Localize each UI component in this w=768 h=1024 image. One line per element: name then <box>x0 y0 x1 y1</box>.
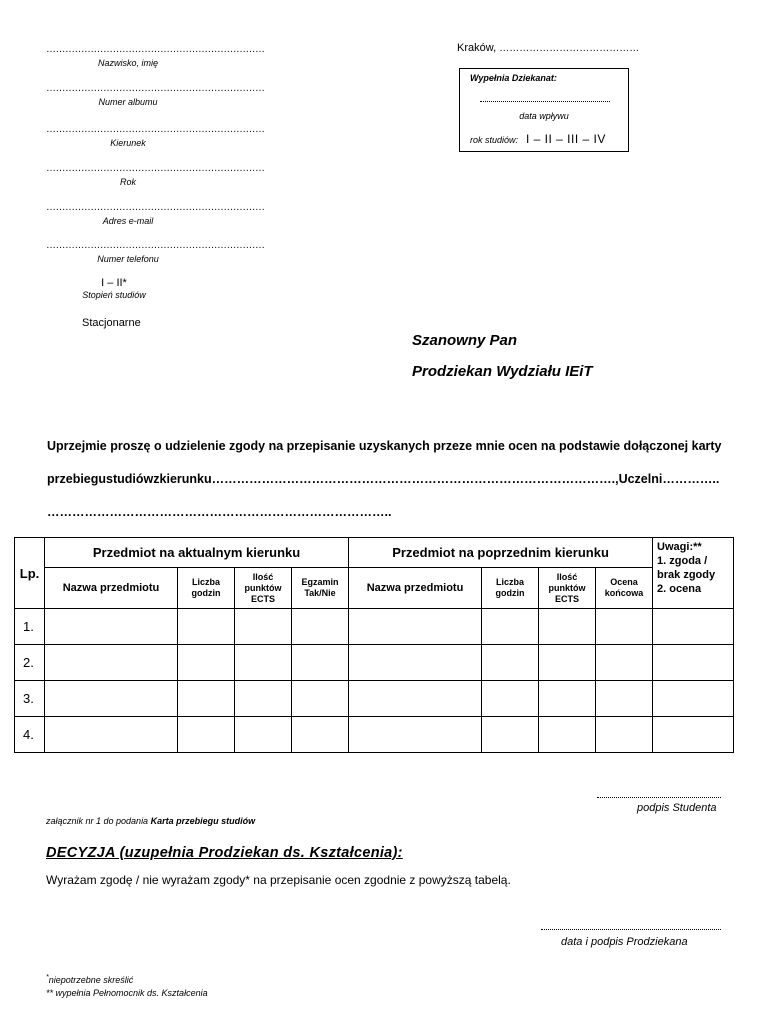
table-cell[interactable] <box>653 609 734 645</box>
dean-signature-label: data i podpis Prodziekana <box>561 936 688 948</box>
table-cell[interactable] <box>653 717 734 753</box>
table-cell[interactable] <box>539 609 596 645</box>
city-date-dots[interactable]: …………………………………… <box>499 43 640 54</box>
request-word: z <box>153 472 160 486</box>
table-row <box>15 645 734 681</box>
study-mode: Stacjonarne <box>82 317 141 329</box>
dean-office-box <box>459 68 629 152</box>
table-cell[interactable] <box>539 645 596 681</box>
field-dots: …………………………………………………………… <box>46 44 265 55</box>
field-album-number[interactable] <box>46 83 265 107</box>
table-cell[interactable] <box>482 681 539 717</box>
field-name[interactable] <box>46 44 265 68</box>
degree-label: Stopień studiów <box>82 290 146 300</box>
salutation-line-1: Szanowny Pan <box>412 332 518 349</box>
col-exam: Egzamin Tak/Nie <box>292 568 349 609</box>
city-label: Kraków, <box>457 42 500 54</box>
footnote-1-text: niepotrzebne skreślić <box>48 975 134 985</box>
attachment-note <box>46 816 255 826</box>
table-row <box>15 717 734 753</box>
col-prev-subject-name: Nazwa przedmiotu <box>349 568 482 609</box>
receipt-date-line[interactable] <box>480 101 610 102</box>
footnote-1 <box>46 974 133 985</box>
field-dots: …………………………………………………………… <box>46 124 265 135</box>
table-cell[interactable] <box>539 681 596 717</box>
table-cell[interactable] <box>596 681 653 717</box>
table-cell[interactable] <box>235 681 292 717</box>
salutation-line-2: Prodziekan Wydziału IEiT <box>412 363 593 380</box>
table-row <box>15 609 734 645</box>
table-cell[interactable] <box>45 717 178 753</box>
current-course-header: Przedmiot na aktualnym kierunku <box>45 538 349 568</box>
study-year-label: rok studiów: <box>470 135 519 145</box>
col-hours: Liczba godzin <box>178 568 235 609</box>
remarks-item: brak zgody <box>657 569 716 581</box>
field-label: Numer albumu <box>98 97 158 107</box>
table-cell[interactable] <box>596 717 653 753</box>
col-prev-hours: Liczba godzin <box>482 568 539 609</box>
receipt-date-label: data wpływu <box>519 111 569 121</box>
request-word: Uczelni <box>618 472 663 486</box>
table-cell[interactable] <box>653 681 734 717</box>
attachment-prefix: załącznik nr 1 do podania <box>46 816 151 826</box>
previous-course-header: Przedmiot na poprzednim kierunku <box>349 538 653 568</box>
field-label: Numer telefonu <box>97 254 159 264</box>
table-cell[interactable] <box>349 609 482 645</box>
request-line-3[interactable]: ……………………………………………………………………….. <box>47 505 392 519</box>
footnote-star: * <box>46 974 49 981</box>
table-cell[interactable] <box>178 609 235 645</box>
remarks-item: 2. ocena <box>657 583 702 595</box>
table-cell[interactable] <box>292 717 349 753</box>
request-line-1: Uprzejmie proszę o udzielenie zgody na przepisanie uzyskanych przeze mnie ocen na podstawie dołączonej karty <box>47 439 722 453</box>
request-word: kierunku <box>159 472 212 486</box>
footnote-2: ** wypełnia Pełnomocnik ds. Kształcenia <box>46 988 208 998</box>
field-course[interactable] <box>46 124 265 148</box>
table-cell[interactable] <box>235 609 292 645</box>
row-number: 4. <box>15 717 45 753</box>
field-label: Adres e-mail <box>102 216 154 226</box>
request-word: przebiegu <box>47 472 107 486</box>
table-cell[interactable] <box>178 681 235 717</box>
field-email[interactable] <box>46 202 265 226</box>
table-cell[interactable] <box>482 645 539 681</box>
degree-value[interactable]: I – II* <box>101 277 127 289</box>
table-cell[interactable] <box>349 645 482 681</box>
request-word: studiów <box>106 472 154 486</box>
table-cell[interactable] <box>596 609 653 645</box>
degree-block <box>46 277 182 300</box>
table-cell[interactable] <box>45 609 178 645</box>
attachment-title: Karta przebiegu studiów <box>150 816 256 826</box>
table-cell[interactable] <box>235 645 292 681</box>
decision-title: DECYZJA (uzupełnia Prodziekan ds. Kształcenia): <box>46 845 403 861</box>
table-cell[interactable] <box>235 717 292 753</box>
table-cell[interactable] <box>349 717 482 753</box>
table-cell[interactable] <box>292 645 349 681</box>
col-ects: Ilość punktów ECTS <box>235 568 292 609</box>
remarks-header <box>653 538 734 609</box>
row-number: 2. <box>15 645 45 681</box>
previous-university-field[interactable]: ………….. <box>662 472 720 486</box>
lp-header: Lp. <box>15 538 45 609</box>
remarks-title: Uwagi:** <box>657 541 702 553</box>
row-number: 3. <box>15 681 45 717</box>
field-label: Nazwisko, imię <box>97 58 158 68</box>
field-dots: …………………………………………………………… <box>46 163 265 174</box>
table-cell[interactable] <box>539 717 596 753</box>
city-date <box>457 42 639 54</box>
field-label: Rok <box>119 177 136 187</box>
student-signature-label: podpis Studenta <box>637 802 717 814</box>
table-cell[interactable] <box>596 645 653 681</box>
col-prev-ects: Ilość punktów ECTS <box>539 568 596 609</box>
table-cell[interactable] <box>292 609 349 645</box>
table-cell[interactable] <box>349 681 482 717</box>
table-cell[interactable] <box>178 717 235 753</box>
table-cell[interactable] <box>45 645 178 681</box>
field-year[interactable] <box>46 163 265 187</box>
table-cell[interactable] <box>45 681 178 717</box>
dean-signature-line[interactable] <box>541 929 721 930</box>
field-label: Kierunek <box>110 138 146 148</box>
table-cell[interactable] <box>653 645 734 681</box>
table-row <box>15 681 734 717</box>
field-dots: …………………………………………………………… <box>46 240 265 251</box>
col-subject-name: Nazwa przedmiotu <box>45 568 178 609</box>
col-final-grade: Ocena końcowa <box>596 568 653 609</box>
study-year-options[interactable]: I – II – III – IV <box>526 132 606 146</box>
student-signature-line[interactable] <box>597 797 721 798</box>
table-cell[interactable] <box>482 717 539 753</box>
table-cell[interactable] <box>292 681 349 717</box>
request-line-2 <box>47 472 719 486</box>
field-dots: …………………………………………………………… <box>46 83 265 94</box>
row-number: 1. <box>15 609 45 645</box>
field-dots: …………………………………………………………… <box>46 202 265 213</box>
remarks-item: 1. zgoda / <box>657 555 708 567</box>
table-cell[interactable] <box>178 645 235 681</box>
previous-course-field[interactable]: ……………………………………………………………………………………., <box>211 472 619 486</box>
dean-box-title: Wypełnia Dziekanat: <box>470 73 557 83</box>
grades-table <box>14 537 734 753</box>
field-phone[interactable] <box>46 240 265 264</box>
decision-text[interactable]: Wyrażam zgodę / nie wyrażam zgody* na przepisanie ocen zgodnie z powyższą tabelą. <box>46 873 511 887</box>
table-cell[interactable] <box>482 609 539 645</box>
